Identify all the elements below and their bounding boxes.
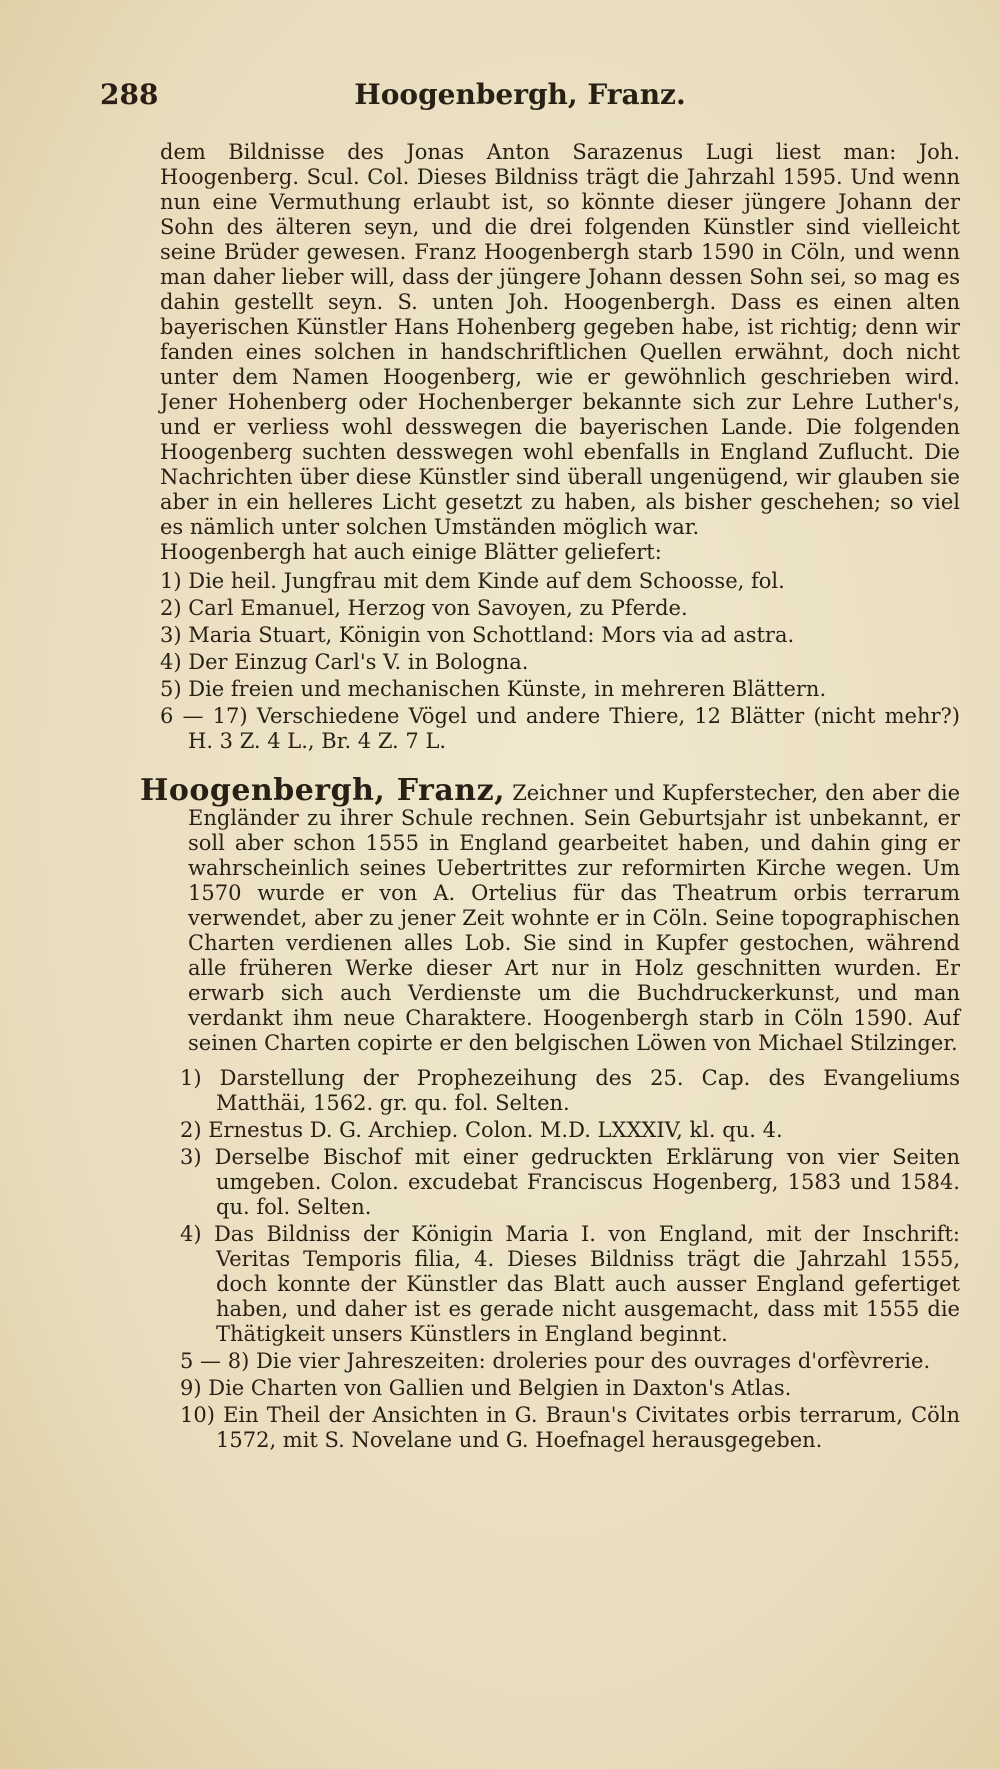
entry-continuation-text: dem Bildnisse des Jonas Anton Sarazenus Lugi liest man: Joh. Hoogenberg. Scul. Col. Dieses Bildniss trägt die Jahrzahl 1595. Und wenn nun eine Vermuthung erlaubt ist, so könnte dieser jüngere Johann der Sohn des älteren seyn, und die drei folgenden Künstler sind vielleicht seine Brüder gewesen. Franz Hoogenbergh starb 1590 in Cöln, und wenn man daher lieber will, dass der jüngere Johann dessen Sohn sei, so mag es dahin gestellt seyn. S. unten Joh. Hoogenbergh. Dass es einen alten bayerischen Künstler Hans Hohenberg gegeben habe, ist richtig; denn wir fanden eines solchen in handschriftlichen Quellen erwähnt, doch nicht unter dem Namen Hoogenberg, wie er gewöhnlich geschrieben wird. Jener Hohenberg oder Hochenberger bekannte sich zur Lehre Luther's, und er verliess wohl desswegen die bayerischen Lande. Die folgenden Hoogenberg suchten desswegen wohl ebenfalls in England Zuflucht. Die Nachrichten über diese Künstler sind überall ungenügend, wir glauben sie aber in ein helleres Licht gesetzt zu haben, als bisher geschehen; so viel es nämlich unter solchen Umständen möglich war. bbox=[160, 140, 960, 539]
entry-text: Zeichner und Kupferstecher, den aber die Engländer zu ihrer Schule rechnen. Sein Geburtsjahr ist unbekannt, er soll aber schon 1555 in England gearbeitet haben, und dahin ging er wahrscheinlich seines Uebertrittes zur reformirten Kirche wegen. Um 1570 wurde er von A. Ortelius für das Theatrum orbis terrarum verwendet, aber zu jener Zeit wohnte er in Cöln. Seine topographischen Charten verdienen alles Lob. Sie sind in Kupfer gestochen, während alle früheren Werke dieser Art nur in Holz geschnitten wurden. Er erwarb sich auch Verdienste um die Buchdruckerkunst, und man verdankt ihm neue Charaktere. Hoogenbergh starb in Cöln 1590. Auf seinen Charten copirte er den belgischen Löwen von Michael Stilzinger. bbox=[188, 781, 960, 1055]
list-item: 3) Maria Stuart, Königin von Schottland: Mors via ad astra. bbox=[160, 623, 795, 647]
entry-headword: Hoogenbergh, Franz, bbox=[140, 773, 506, 808]
list-item: 9) Die Charten von Gallien und Belgien in Daxton's Atlas. bbox=[180, 1376, 792, 1400]
list-item: 4) Der Einzug Carl's V. in Bologna. bbox=[160, 650, 529, 674]
list-item: 1) Darstellung der Prophezeihung des 25. Cap. des Evangeliums Matthäi, 1562. gr. qu. fol. Selten. bbox=[180, 1066, 960, 1115]
entry-paragraph bbox=[140, 773, 960, 1056]
entry-hoogenbergh-franz bbox=[140, 773, 960, 1453]
previous-entry bbox=[160, 140, 960, 754]
list-item: 5 — 8) Die vier Jahreszeiten: droleries pour des ouvrages d'orfèvrerie. bbox=[180, 1349, 931, 1373]
list-item: 6 — 17) Verschiedene Vögel und andere Thiere, 12 Blätter (nicht mehr?) H. 3 Z. 4 L., Br. 4 Z. 7 L. bbox=[160, 704, 960, 753]
list-item: 2) Ernestus D. G. Archiep. Colon. M.D. LXXXIV, kl. qu. 4. bbox=[180, 1118, 783, 1142]
previous-works-list bbox=[160, 569, 960, 754]
entry-works-list bbox=[180, 1066, 960, 1453]
list-item: 2) Carl Emanuel, Herzog von Savoyen, zu Pferde. bbox=[160, 596, 688, 620]
works-list-intro: Hoogenbergh hat auch einige Blätter geliefert: bbox=[160, 540, 662, 564]
list-item: 1) Die heil. Jungfrau mit dem Kinde auf dem Schoosse, fol. bbox=[160, 569, 785, 593]
page-number: 288 bbox=[100, 78, 159, 111]
list-item: 10) Ein Theil der Ansichten in G. Braun's Civitates orbis terrarum, Cöln 1572, mit S. Novelane und G. Hoefnagel herausgegeben. bbox=[180, 1403, 960, 1452]
page-header bbox=[100, 78, 940, 118]
list-item: 5) Die freien und mechanischen Künste, in mehreren Blättern. bbox=[160, 677, 827, 701]
running-head: Hoogenbergh, Franz. bbox=[354, 78, 686, 111]
page-body bbox=[140, 140, 960, 1453]
list-item: 4) Das Bildniss der Königin Maria I. von England, mit der Inschrift: Veritas Temporis filia, 4. Dieses Bildniss trägt die Jahrzahl 1555, doch konnte der Künstler das Blatt auch ausser England gefertiget haben, und daher ist es gerade nicht ausgemacht, dass mit 1555 die Thätigkeit unsers Künstlers in England beginnt. bbox=[180, 1222, 960, 1346]
list-item: 3) Derselbe Bischof mit einer gedruckten Erklärung von vier Seiten umgeben. Colon. excudebat Franciscus Hogenberg, 1583 und 1584. qu. fol. Selten. bbox=[180, 1145, 960, 1219]
